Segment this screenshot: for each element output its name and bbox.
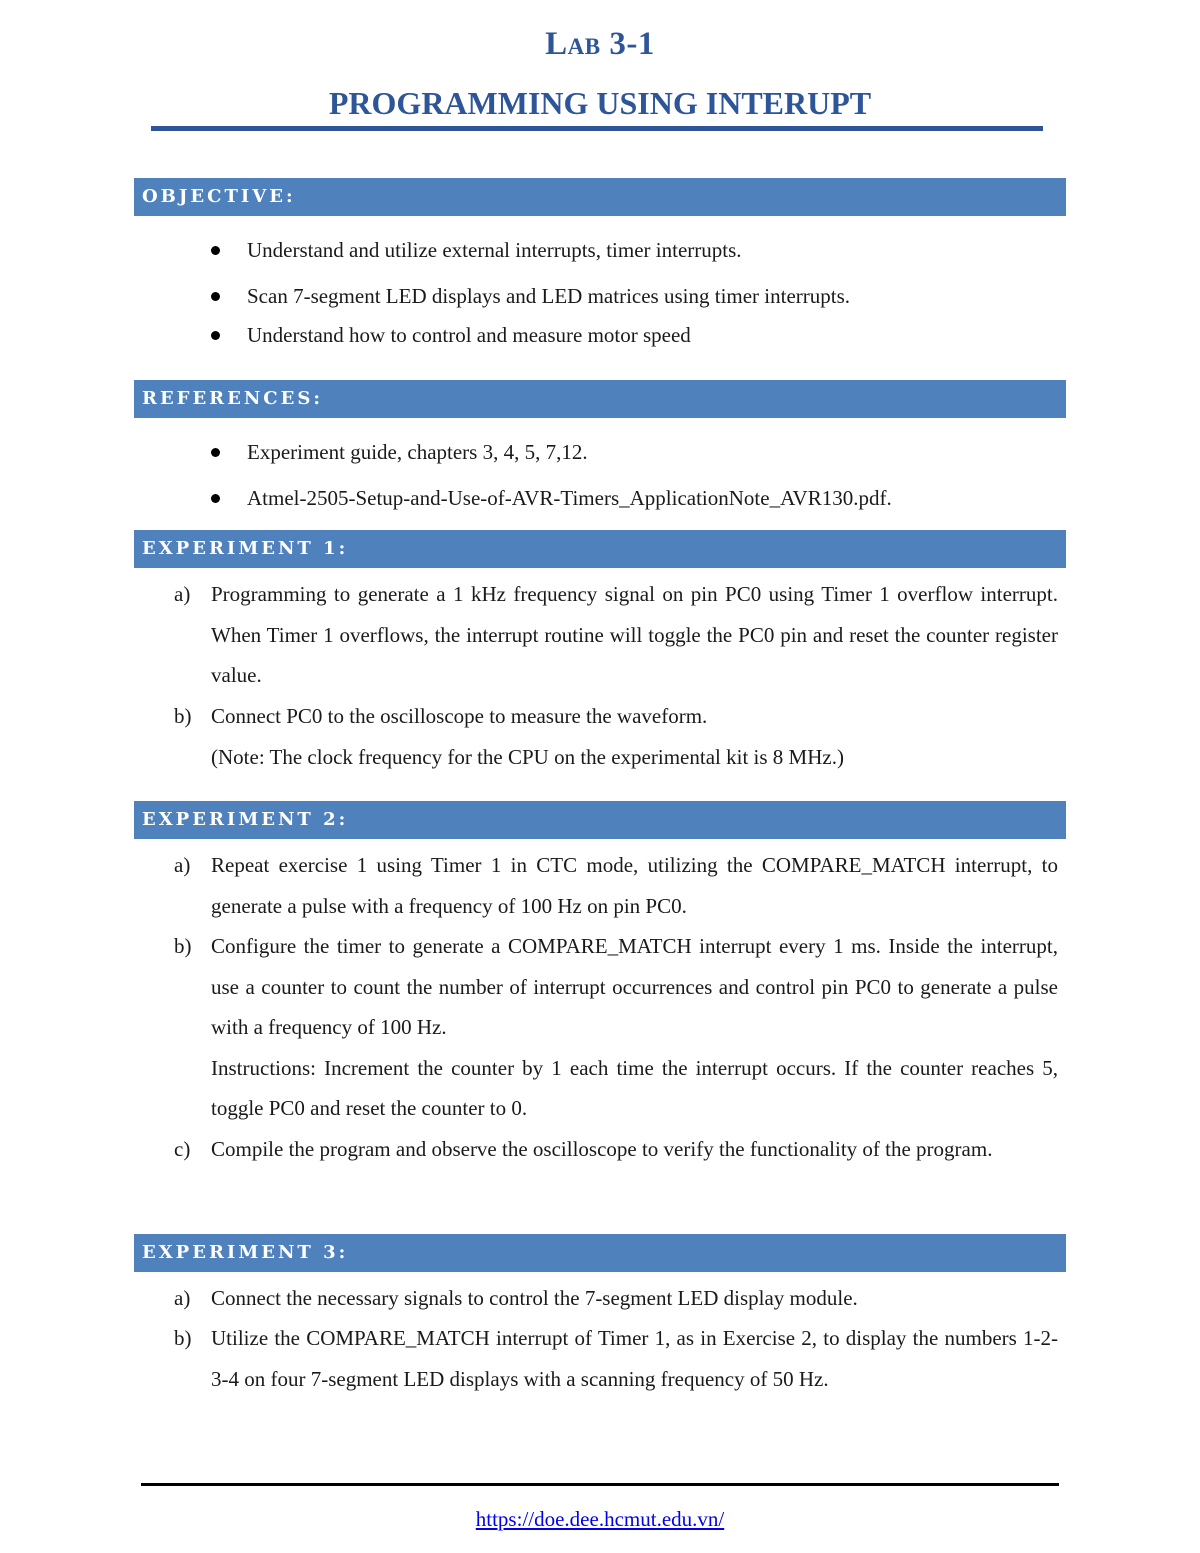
experiment-1-item-b bbox=[174, 696, 1058, 777]
reference-item-text: Experiment guide, chapters 3, 4, 5, 7,12. bbox=[247, 440, 588, 464]
bullet-icon bbox=[211, 494, 220, 503]
item-text: Configure the timer to generate a COMPARE_MATCH interrupt every 1 ms. Inside the interrupt, use a counter to count the number of interrupt occurrences and control pin PC0 to generate a pulse with a frequency of 100 Hz. bbox=[211, 934, 1058, 1040]
experiment-1-item-a bbox=[174, 574, 1058, 696]
objective-item bbox=[247, 283, 850, 309]
bullet-icon bbox=[211, 246, 220, 255]
experiment-2-item-c bbox=[174, 1129, 1058, 1170]
section-heading-references: REFERENCES: bbox=[134, 380, 1066, 418]
title-underline bbox=[151, 126, 1043, 131]
item-marker: b) bbox=[174, 704, 192, 728]
reference-item-text: Atmel-2505-Setup-and-Use-of-AVR-Timers_ApplicationNote_AVR130.pdf. bbox=[247, 486, 892, 510]
bullet-icon bbox=[211, 448, 220, 457]
section-heading-experiment-3: EXPERIMENT 3: bbox=[134, 1234, 1066, 1272]
experiment-3-item-a bbox=[174, 1278, 1058, 1319]
experiment-2-item-a bbox=[174, 845, 1058, 926]
reference-item bbox=[247, 439, 588, 465]
lab-title: Lab 3-1 bbox=[545, 26, 655, 62]
item-text: Utilize the COMPARE_MATCH interrupt of Timer 1, as in Exercise 2, to display the numbers 1-2-3-4 on four 7-segment LED displays with a scanning frequency of 50 Hz. bbox=[211, 1326, 1058, 1391]
item-marker: a) bbox=[174, 1286, 191, 1310]
experiment-2-item-b bbox=[174, 926, 1058, 1129]
item-marker: a) bbox=[174, 853, 191, 877]
section-heading-experiment-1: EXPERIMENT 1: bbox=[134, 530, 1066, 568]
reference-item bbox=[247, 485, 892, 511]
item-text: Connect PC0 to the oscilloscope to measure the waveform. bbox=[211, 704, 708, 728]
item-marker: c) bbox=[174, 1137, 191, 1161]
bullet-icon bbox=[211, 331, 220, 340]
objective-item-text: Scan 7-segment LED displays and LED matrices using timer interrupts. bbox=[247, 284, 851, 308]
section-heading-objective: OBJECTIVE: bbox=[134, 178, 1066, 216]
item-note: (Note: The clock frequency for the CPU on the experimental kit is 8 MHz.) bbox=[211, 744, 844, 769]
item-marker: a) bbox=[174, 582, 191, 606]
objective-item bbox=[247, 237, 742, 263]
item-marker: b) bbox=[174, 934, 192, 958]
objective-item-text: Understand and utilize external interrupts, timer interrupts. bbox=[247, 238, 742, 262]
objective-item-text: Understand how to control and measure motor speed bbox=[247, 323, 691, 347]
item-text: Programming to generate a 1 kHz frequency signal on pin PC0 using Timer 1 overflow interrupt. When Timer 1 overflows, the interrupt routine will toggle the PC0 pin and reset the counter register value. bbox=[211, 582, 1058, 688]
item-marker: b) bbox=[174, 1326, 192, 1350]
footer-divider bbox=[141, 1483, 1059, 1486]
section-heading-experiment-2: EXPERIMENT 2: bbox=[134, 801, 1066, 839]
item-text: Connect the necessary signals to control the 7-segment LED display module. bbox=[211, 1286, 858, 1310]
objective-item bbox=[247, 322, 691, 348]
item-text: Compile the program and observe the oscilloscope to verify the functionality of the program. bbox=[211, 1137, 993, 1161]
footer-website-link[interactable]: https://doe.dee.hcmut.edu.vn/ bbox=[475, 1507, 725, 1531]
item-instructions: Instructions: Increment the counter by 1 each time the interrupt occurs. If the counter reaches 5, toggle PC0 and reset the counter to 0. bbox=[211, 1055, 1058, 1121]
experiment-3-item-b bbox=[174, 1318, 1058, 1399]
page-title: PROGRAMMING USING INTERUPT bbox=[328, 85, 872, 121]
bullet-icon bbox=[211, 292, 220, 301]
item-text: Repeat exercise 1 using Timer 1 in CTC mode, utilizing the COMPARE_MATCH interrupt, to generate a pulse with a frequency of 100 Hz on pin PC0. bbox=[211, 853, 1058, 918]
